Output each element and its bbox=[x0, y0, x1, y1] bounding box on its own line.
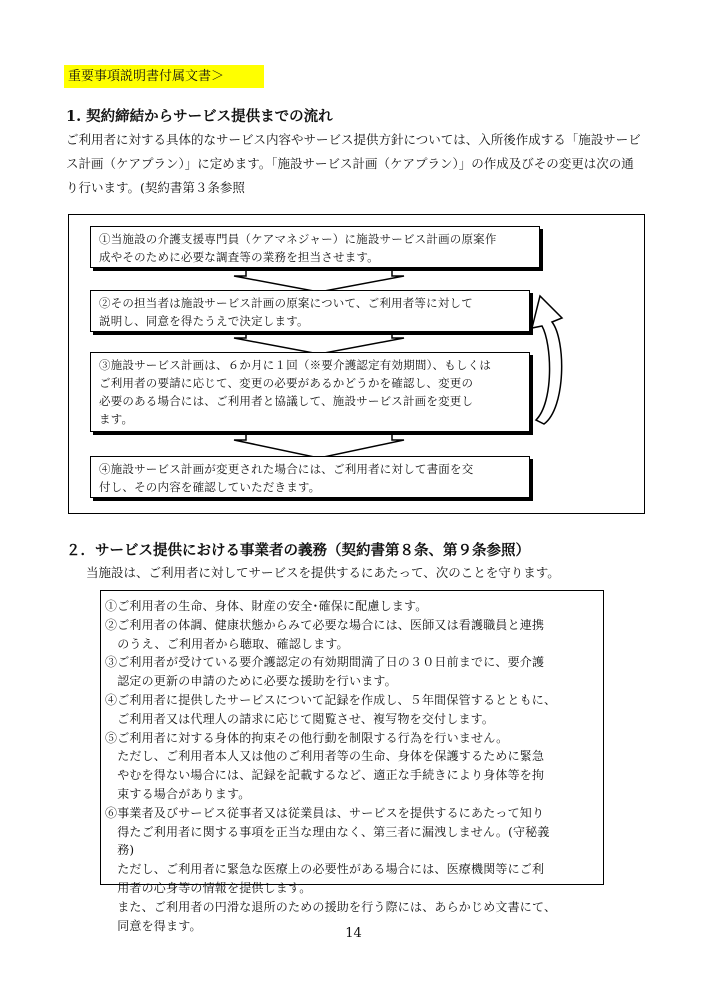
page-number: 14 bbox=[345, 926, 362, 941]
obligation-line: 同意を得ます。 bbox=[105, 918, 202, 933]
flow-step-1 bbox=[90, 226, 540, 268]
step-line: ②その担当者は施設サービス計画の原案について、ご利用者等に対して bbox=[99, 296, 473, 310]
intro-line: ス計画（ケアプラン）」に定めます。「施設サービス計画（ケアプラン）」の作成及びその変更は次の通 bbox=[66, 156, 634, 171]
obligation-line: 務) bbox=[105, 843, 135, 858]
loop-arrow bbox=[532, 296, 562, 424]
section2-heading: ２．サービス提供における事業者の義務（契約書第８条、第９条参照） bbox=[66, 542, 530, 559]
step-line: 説明し、同意を得たうえで決定します。 bbox=[99, 314, 309, 328]
obligation-line: ④ご利用者に提供したサービスについて記録を作成し、５年間保管するとともに、 bbox=[105, 692, 557, 707]
obligation-line: ただし、ご利用者本人又は他のご利用者等の生命、身体を保護するために緊急 bbox=[105, 749, 545, 764]
attachment-label: 重要事項説明書付属文書＞ bbox=[64, 65, 264, 88]
obligations-box bbox=[100, 590, 604, 933]
step-line: 付し、その内容を確認していただきます。 bbox=[99, 480, 321, 494]
obligation-line: また、ご利用者の円滑な退所のための援助を行う際には、あらかじめ文書にて、 bbox=[105, 899, 557, 914]
flow-step-3 bbox=[90, 352, 530, 432]
obligation-line: 得たご利用者に関する事項を正当な理由なく、第三者に漏洩しません。(守秘義 bbox=[105, 824, 550, 839]
step-line: ます。 bbox=[99, 412, 134, 426]
step-line: ①当施設の介護支援専門員（ケアマネジャー）に施設サービス計画の原案作 bbox=[99, 232, 497, 246]
step-line: 成やそのために必要な調査等の業務を担当させます。 bbox=[99, 250, 379, 264]
obligation-line: ただし、ご利用者に緊急な医療上の必要性がある場合には、医療機関等にご利 bbox=[105, 862, 545, 877]
obligation-line: 用者の心身等の情報を提供します。 bbox=[105, 880, 312, 895]
down-arrow-2 bbox=[234, 332, 404, 354]
section2-intro: 当施設は、ご利用者に対してサービスを提供するにあたって、次のことを守ります。 bbox=[86, 565, 560, 580]
down-arrow-1 bbox=[234, 268, 404, 292]
intro-line: り行います。(契約書第３条参照 bbox=[66, 180, 245, 195]
obligation-line: ②ご利用者の体調、健康状態からみて必要な場合には、医師又は看護職員と連携 bbox=[105, 617, 545, 632]
step-line: 必要のある場合には、ご利用者と協議して、施設サービス計画を変更し bbox=[99, 394, 474, 408]
flow-step-4 bbox=[90, 456, 530, 498]
flow-step-2 bbox=[90, 290, 530, 332]
obligation-line: ⑥事業者及びサービス従事者又は従業員は、サービスを提供するにあたって知り bbox=[105, 805, 545, 820]
obligation-line: 束する場合があります。 bbox=[105, 786, 251, 801]
step-line: ④施設サービス計画が変更された場合には、ご利用者に対して書面を交 bbox=[99, 462, 474, 476]
obligation-line: ③ご利用者が受けている要介護認定の有効期間満了日の３０日前までに、要介護 bbox=[105, 655, 545, 670]
obligation-line: やむを得ない場合には、記録を記載するなど、適正な手続きにより身体等を拘 bbox=[105, 768, 545, 783]
obligation-line: ⑤ご利用者に対する身体的拘束その他行動を制限する行為を行いません。 bbox=[105, 730, 509, 745]
obligation-line: ①ご利用者の生命、身体、財産の安全･確保に配慮します。 bbox=[105, 599, 428, 613]
section1-heading: 1. 契約締結からサービス提供までの流れ bbox=[66, 108, 333, 125]
step-line: ③施設サービス計画は、６か月に１回（※要介護認定有効期間）、もしくは bbox=[99, 358, 492, 372]
obligation-line: 認定の更新の申請のために必要な援助を行います。 bbox=[105, 674, 397, 689]
obligation-line: のうえ、ご利用者から聴取、確認します。 bbox=[105, 636, 349, 651]
obligation-line: ご利用者又は代理人の請求に応じて閲覧させ、複写物を交付します。 bbox=[105, 711, 495, 726]
down-arrow-3 bbox=[234, 432, 404, 458]
step-line: ご利用者の要請に応じて、変更の必要があるかどうかを確認し、変更の bbox=[99, 376, 474, 390]
intro-line: ご利用者に対する具体的なサービス内容やサービス提供方針については、入所後作成する「施設サービ bbox=[66, 132, 641, 147]
